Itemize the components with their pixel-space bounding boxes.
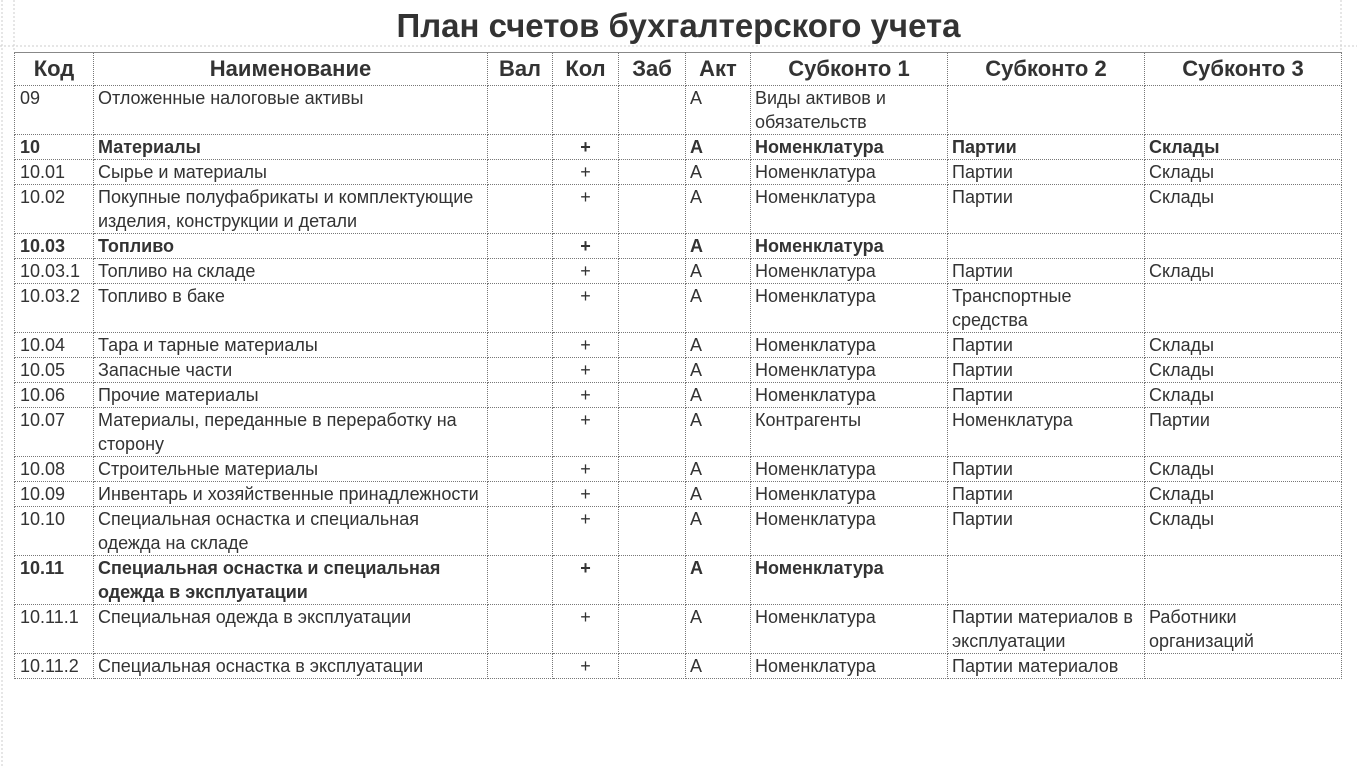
quantity-flag-cell[interactable]: + [553,135,619,160]
table-row[interactable] [15,457,1342,482]
offbalance-flag-cell[interactable] [619,605,686,654]
subconto-2-cell[interactable]: Номенклатура [948,408,1145,457]
account-type-cell[interactable]: А [686,457,751,482]
subconto-2-cell[interactable] [948,556,1145,605]
subconto-1-cell[interactable]: Номенклатура [751,185,948,234]
table-row[interactable] [15,259,1342,284]
currency-flag-cell[interactable] [488,654,553,679]
table-row[interactable] [15,383,1342,408]
account-type-cell[interactable]: А [686,408,751,457]
column-header-quantity[interactable]: Кол [553,53,619,86]
account-name-cell[interactable]: Строительные материалы [94,457,488,482]
quantity-flag-cell[interactable]: + [553,185,619,234]
account-code-cell[interactable]: 09 [15,86,94,135]
chart-of-accounts-table [14,52,1342,679]
subconto-2-cell[interactable]: Партии [948,507,1145,556]
account-type-cell[interactable]: А [686,160,751,185]
offbalance-flag-cell[interactable] [619,86,686,135]
subconto-2-cell[interactable]: Партии [948,185,1145,234]
account-name-cell[interactable]: Сырье и материалы [94,160,488,185]
subconto-2-cell[interactable]: Партии [948,457,1145,482]
account-name-cell[interactable]: Запасные части [94,358,488,383]
quantity-flag-cell[interactable]: + [553,358,619,383]
account-type-cell[interactable]: А [686,507,751,556]
account-type-cell[interactable]: А [686,185,751,234]
table-row[interactable] [15,284,1342,333]
subconto-3-cell[interactable] [1145,284,1342,333]
currency-flag-cell[interactable] [488,284,553,333]
currency-flag-cell[interactable] [488,408,553,457]
subconto-1-cell[interactable]: Номенклатура [751,333,948,358]
table-row[interactable] [15,654,1342,679]
subconto-2-cell[interactable]: Партии [948,135,1145,160]
account-code-cell[interactable]: 10.03.1 [15,259,94,284]
account-code-cell[interactable]: 10.03.2 [15,284,94,333]
subconto-2-cell[interactable] [948,234,1145,259]
column-header-code[interactable]: Код [15,53,94,86]
subconto-3-cell[interactable] [1145,654,1342,679]
subconto-3-cell[interactable]: Склады [1145,457,1342,482]
subconto-2-cell[interactable]: Партии [948,482,1145,507]
subconto-1-cell[interactable]: Номенклатура [751,358,948,383]
subconto-2-cell[interactable]: Партии [948,358,1145,383]
account-name-cell[interactable]: Материалы, переданные в переработку на сторону [94,408,488,457]
currency-flag-cell[interactable] [488,135,553,160]
account-code-cell[interactable]: 10.01 [15,160,94,185]
account-type-cell[interactable]: А [686,234,751,259]
subconto-1-cell[interactable]: Контрагенты [751,408,948,457]
account-code-cell[interactable]: 10.04 [15,333,94,358]
quantity-flag-cell[interactable]: + [553,333,619,358]
table-row[interactable] [15,160,1342,185]
subconto-1-cell[interactable]: Номенклатура [751,234,948,259]
account-type-cell[interactable]: А [686,654,751,679]
offbalance-flag-cell[interactable] [619,185,686,234]
quantity-flag-cell[interactable]: + [553,160,619,185]
table-row[interactable] [15,86,1342,135]
subconto-3-cell[interactable]: Склады [1145,383,1342,408]
subconto-1-cell[interactable]: Номенклатура [751,383,948,408]
offbalance-flag-cell[interactable] [619,654,686,679]
account-type-cell[interactable]: А [686,135,751,160]
subconto-1-cell[interactable]: Виды активов и обязательств [751,86,948,135]
subconto-1-cell[interactable]: Номенклатура [751,160,948,185]
subconto-3-cell[interactable]: Склады [1145,482,1342,507]
account-name-cell[interactable]: Специальная оснастка и специальная одежда на складе [94,507,488,556]
currency-flag-cell[interactable] [488,160,553,185]
subconto-1-cell[interactable]: Номенклатура [751,284,948,333]
account-name-cell[interactable]: Покупные полуфабрикаты и комплектующие изделия, конструкции и детали [94,185,488,234]
subconto-1-cell[interactable]: Номенклатура [751,556,948,605]
currency-flag-cell[interactable] [488,259,553,284]
account-code-cell[interactable]: 10.06 [15,383,94,408]
subconto-3-cell[interactable] [1145,556,1342,605]
subconto-3-cell[interactable] [1145,86,1342,135]
column-header-subconto-1[interactable]: Субконто 1 [751,53,948,86]
account-type-cell[interactable]: А [686,259,751,284]
table-row[interactable] [15,185,1342,234]
offbalance-flag-cell[interactable] [619,507,686,556]
table-row[interactable] [15,507,1342,556]
account-type-cell[interactable]: А [686,556,751,605]
subconto-1-cell[interactable]: Номенклатура [751,605,948,654]
quantity-flag-cell[interactable]: + [553,457,619,482]
subconto-2-cell[interactable]: Транспортные средства [948,284,1145,333]
currency-flag-cell[interactable] [488,556,553,605]
column-header-offbalance[interactable]: Заб [619,53,686,86]
quantity-flag-cell[interactable]: + [553,507,619,556]
currency-flag-cell[interactable] [488,185,553,234]
subconto-1-cell[interactable]: Номенклатура [751,507,948,556]
subconto-3-cell[interactable]: Работники организаций [1145,605,1342,654]
currency-flag-cell[interactable] [488,383,553,408]
quantity-flag-cell[interactable]: + [553,654,619,679]
offbalance-flag-cell[interactable] [619,333,686,358]
currency-flag-cell[interactable] [488,86,553,135]
account-code-cell[interactable]: 10.07 [15,408,94,457]
subconto-1-cell[interactable]: Номенклатура [751,482,948,507]
account-name-cell[interactable]: Специальная оснастка и специальная одежда в эксплуатации [94,556,488,605]
offbalance-flag-cell[interactable] [619,358,686,383]
table-row[interactable] [15,234,1342,259]
account-code-cell[interactable]: 10.11.2 [15,654,94,679]
offbalance-flag-cell[interactable] [619,383,686,408]
account-code-cell[interactable]: 10.11.1 [15,605,94,654]
account-name-cell[interactable]: Прочие материалы [94,383,488,408]
column-header-currency[interactable]: Вал [488,53,553,86]
subconto-2-cell[interactable]: Партии материалов в эксплуатации [948,605,1145,654]
account-name-cell[interactable]: Топливо на складе [94,259,488,284]
currency-flag-cell[interactable] [488,605,553,654]
column-header-name[interactable]: Наименование [94,53,488,86]
column-header-subconto-2[interactable]: Субконто 2 [948,53,1145,86]
account-name-cell[interactable]: Материалы [94,135,488,160]
offbalance-flag-cell[interactable] [619,259,686,284]
quantity-flag-cell[interactable]: + [553,383,619,408]
account-code-cell[interactable]: 10.09 [15,482,94,507]
account-type-cell[interactable]: А [686,358,751,383]
offbalance-flag-cell[interactable] [619,482,686,507]
table-row[interactable] [15,482,1342,507]
account-code-cell[interactable]: 10.02 [15,185,94,234]
subconto-2-cell[interactable] [948,86,1145,135]
offbalance-flag-cell[interactable] [619,135,686,160]
quantity-flag-cell[interactable]: + [553,284,619,333]
subconto-1-cell[interactable]: Номенклатура [751,654,948,679]
account-type-cell[interactable]: А [686,86,751,135]
subconto-3-cell[interactable]: Склады [1145,507,1342,556]
account-name-cell[interactable]: Отложенные налоговые активы [94,86,488,135]
currency-flag-cell[interactable] [488,234,553,259]
account-code-cell[interactable]: 10.03 [15,234,94,259]
account-type-cell[interactable]: А [686,482,751,507]
table-header-row [15,53,1342,86]
account-name-cell[interactable]: Топливо в баке [94,284,488,333]
offbalance-flag-cell[interactable] [619,284,686,333]
quantity-flag-cell[interactable]: + [553,482,619,507]
subconto-3-cell[interactable]: Партии [1145,408,1342,457]
table-row[interactable] [15,605,1342,654]
table-row[interactable] [15,408,1342,457]
offbalance-flag-cell[interactable] [619,160,686,185]
account-name-cell[interactable]: Специальная оснастка в эксплуатации [94,654,488,679]
subconto-3-cell[interactable]: Склады [1145,259,1342,284]
offbalance-flag-cell[interactable] [619,457,686,482]
account-type-cell[interactable]: А [686,284,751,333]
quantity-flag-cell[interactable]: + [553,605,619,654]
currency-flag-cell[interactable] [488,482,553,507]
quantity-flag-cell[interactable]: + [553,556,619,605]
account-code-cell[interactable]: 10.08 [15,457,94,482]
account-name-cell[interactable]: Топливо [94,234,488,259]
account-code-cell[interactable]: 10 [15,135,94,160]
offbalance-flag-cell[interactable] [619,234,686,259]
account-name-cell[interactable]: Инвентарь и хозяйственные принадлежности [94,482,488,507]
subconto-3-cell[interactable] [1145,234,1342,259]
subconto-3-cell[interactable]: Склады [1145,185,1342,234]
subconto-3-cell[interactable]: Склады [1145,160,1342,185]
account-type-cell[interactable]: А [686,333,751,358]
subconto-2-cell[interactable]: Партии [948,333,1145,358]
account-type-cell[interactable]: А [686,383,751,408]
table-row[interactable] [15,556,1342,605]
column-header-active[interactable]: Акт [686,53,751,86]
account-code-cell[interactable]: 10.05 [15,358,94,383]
table-row[interactable] [15,358,1342,383]
offbalance-flag-cell[interactable] [619,408,686,457]
subconto-2-cell[interactable]: Партии [948,160,1145,185]
account-type-cell[interactable]: А [686,605,751,654]
page-title: План счетов бухгалтерского учета [396,7,961,44]
subconto-2-cell[interactable]: Партии [948,259,1145,284]
subconto-3-cell[interactable]: Склады [1145,135,1342,160]
subconto-3-cell[interactable]: Склады [1145,358,1342,383]
account-code-cell[interactable]: 10.10 [15,507,94,556]
offbalance-flag-cell[interactable] [619,556,686,605]
subconto-1-cell[interactable]: Номенклатура [751,259,948,284]
account-code-cell[interactable]: 10.11 [15,556,94,605]
quantity-flag-cell[interactable]: + [553,259,619,284]
quantity-flag-cell[interactable] [553,86,619,135]
subconto-1-cell[interactable]: Номенклатура [751,457,948,482]
currency-flag-cell[interactable] [488,333,553,358]
account-name-cell[interactable]: Специальная одежда в эксплуатации [94,605,488,654]
subconto-2-cell[interactable]: Партии [948,383,1145,408]
quantity-flag-cell[interactable]: + [553,234,619,259]
currency-flag-cell[interactable] [488,457,553,482]
table-row[interactable] [15,333,1342,358]
subconto-3-cell[interactable]: Склады [1145,333,1342,358]
subconto-2-cell[interactable]: Партии материалов [948,654,1145,679]
column-header-subconto-3[interactable]: Субконто 3 [1145,53,1342,86]
quantity-flag-cell[interactable]: + [553,408,619,457]
subconto-1-cell[interactable]: Номенклатура [751,135,948,160]
currency-flag-cell[interactable] [488,358,553,383]
account-name-cell[interactable]: Тара и тарные материалы [94,333,488,358]
currency-flag-cell[interactable] [488,507,553,556]
table-row[interactable] [15,135,1342,160]
